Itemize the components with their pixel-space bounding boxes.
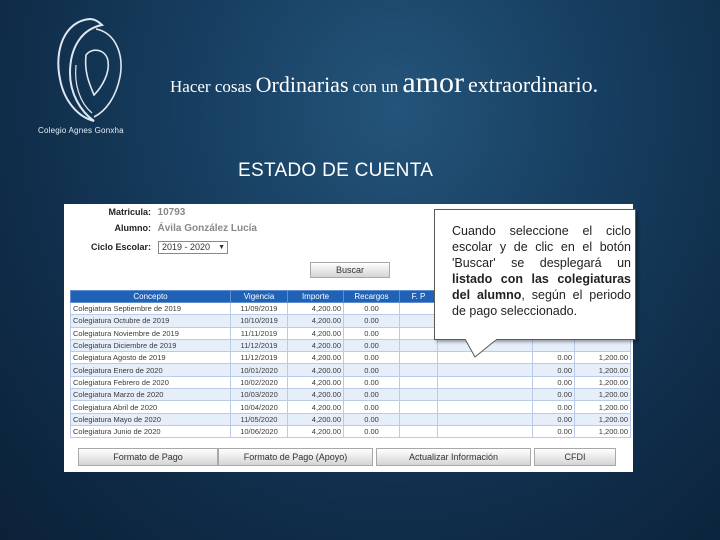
table-cell: 1,200.00	[575, 352, 631, 364]
table-cell	[400, 425, 438, 437]
table-cell	[438, 413, 533, 425]
ciclo-escolar-select[interactable]	[158, 241, 228, 254]
table-cell	[438, 401, 533, 413]
table-cell	[575, 339, 631, 351]
table-cell: 4,200.00	[288, 364, 344, 376]
table-cell: 0.00	[344, 364, 400, 376]
column-header: Importe	[288, 291, 344, 303]
formato-pago-button[interactable]: Formato de Pago	[78, 448, 218, 466]
page-title: ESTADO DE CUENTA	[238, 160, 434, 181]
column-header: F. P	[400, 291, 438, 303]
table-row	[71, 376, 631, 388]
table-cell: 4,200.00	[288, 339, 344, 351]
table-cell: 1,200.00	[575, 376, 631, 388]
table-cell: Colegiatura Noviembre de 2019	[71, 327, 231, 339]
slogan-part-5: extraordinario.	[467, 72, 599, 97]
formato-pago-apoyo-button[interactable]: Formato de Pago (Apoyo)	[218, 448, 373, 466]
table-cell: 0.00	[344, 315, 400, 327]
table-cell: 0.00	[533, 352, 575, 364]
table-cell	[533, 339, 575, 351]
table-cell	[400, 389, 438, 401]
table-cell	[438, 389, 533, 401]
matricula-value: 10793	[157, 207, 186, 218]
school-name: Colegio Agnes Gonxha	[38, 126, 124, 135]
table-cell: Colegiatura Mayo de 2020	[71, 413, 231, 425]
callout-bold-text: listado con las colegiaturas del alumno	[452, 272, 631, 302]
table-cell: Colegiatura Octubre de 2019	[71, 315, 231, 327]
slogan	[170, 66, 598, 100]
table-cell: 0.00	[344, 389, 400, 401]
column-header: Vigencia	[231, 291, 288, 303]
buscar-button[interactable]: Buscar	[310, 262, 390, 278]
column-header: Recargos	[344, 291, 400, 303]
table-cell: 0.00	[533, 376, 575, 388]
callout-text-2: , según el periodo de pago seleccionado.	[452, 288, 631, 318]
instruction-callout	[434, 209, 636, 340]
matricula-row	[64, 207, 185, 218]
table-cell: 11/05/2020	[231, 413, 288, 425]
matricula-label: Matricula:	[108, 207, 151, 217]
table-cell: 4,200.00	[288, 376, 344, 388]
table-cell: 1,200.00	[575, 413, 631, 425]
table-cell: 4,200.00	[288, 389, 344, 401]
slogan-part-1: Hacer cosas	[170, 77, 252, 96]
slogan-part-2: Ordinarias	[255, 72, 349, 97]
callout-text-1: Cuando seleccione el ciclo escolar y de clic en el botón 'Buscar' se desplegará un	[452, 224, 631, 270]
table-cell: 4,200.00	[288, 352, 344, 364]
table-row	[71, 425, 631, 437]
table-cell: 0.00	[344, 413, 400, 425]
table-cell: 11/11/2019	[231, 327, 288, 339]
callout-tail-icon	[463, 339, 503, 359]
table-cell	[400, 315, 438, 327]
table-cell: 10/10/2019	[231, 315, 288, 327]
table-cell	[400, 303, 438, 315]
table-cell: Colegiatura Abril de 2020	[71, 401, 231, 413]
table-cell: 11/09/2019	[231, 303, 288, 315]
table-cell: 0.00	[344, 339, 400, 351]
table-cell: 1,200.00	[575, 364, 631, 376]
alumno-row	[64, 223, 257, 234]
slogan-part-4: amor	[402, 66, 464, 99]
ciclo-escolar-value: 2019 - 2020	[162, 242, 211, 252]
table-cell	[438, 376, 533, 388]
chevron-down-icon: ▼	[218, 244, 225, 251]
table-row	[71, 352, 631, 364]
table-cell: 0.00	[344, 425, 400, 437]
table-cell: 4,200.00	[288, 425, 344, 437]
table-cell: 0.00	[533, 389, 575, 401]
table-row	[71, 413, 631, 425]
table-cell: 4,200.00	[288, 401, 344, 413]
table-cell: Colegiatura Agosto de 2019	[71, 352, 231, 364]
table-cell: 1,200.00	[575, 389, 631, 401]
table-cell: Colegiatura Febrero de 2020	[71, 376, 231, 388]
table-row	[71, 401, 631, 413]
table-cell: 0.00	[344, 303, 400, 315]
table-cell: 10/06/2020	[231, 425, 288, 437]
table-cell: 1,200.00	[575, 425, 631, 437]
table-cell: 10/03/2020	[231, 389, 288, 401]
slogan-part-3: con un	[352, 77, 399, 96]
actualizar-informacion-button[interactable]: Actualizar Información	[376, 448, 531, 466]
table-cell: 4,200.00	[288, 327, 344, 339]
table-cell	[400, 364, 438, 376]
table-cell: Colegiatura Enero de 2020	[71, 364, 231, 376]
table-cell: 0.00	[533, 413, 575, 425]
table-cell: 10/01/2020	[231, 364, 288, 376]
table-cell: 4,200.00	[288, 413, 344, 425]
table-cell	[438, 425, 533, 437]
table-cell: 11/12/2019	[231, 339, 288, 351]
table-cell	[400, 376, 438, 388]
table-cell: 4,200.00	[288, 303, 344, 315]
table-cell: 10/04/2020	[231, 401, 288, 413]
table-cell: Colegiatura Junio de 2020	[71, 425, 231, 437]
table-cell: 0.00	[533, 425, 575, 437]
alumno-label: Alumno:	[114, 223, 151, 233]
table-cell: Colegiatura Septiembre de 2019	[71, 303, 231, 315]
table-cell: 0.00	[344, 352, 400, 364]
table-cell: Colegiatura Marzo de 2020	[71, 389, 231, 401]
table-cell	[400, 339, 438, 351]
table-cell: 4,200.00	[288, 315, 344, 327]
ciclo-row	[64, 242, 151, 252]
ciclo-label: Ciclo Escolar:	[90, 242, 151, 252]
table-cell: 0.00	[344, 401, 400, 413]
alumno-value: Ávila González Lucía	[157, 223, 257, 234]
table-cell: 0.00	[533, 364, 575, 376]
column-header: Concepto	[71, 291, 231, 303]
table-cell: 10/02/2020	[231, 376, 288, 388]
school-logo-icon	[50, 15, 130, 125]
table-cell: 11/12/2019	[231, 352, 288, 364]
table-row	[71, 364, 631, 376]
table-cell: 0.00	[344, 327, 400, 339]
table-cell: 0.00	[533, 401, 575, 413]
table-cell: 0.00	[344, 376, 400, 388]
table-cell	[438, 364, 533, 376]
table-row	[71, 339, 631, 351]
table-cell	[400, 401, 438, 413]
cfdi-button[interactable]: CFDI	[534, 448, 616, 466]
table-cell	[400, 413, 438, 425]
table-cell: Colegiatura Diciembre de 2019	[71, 339, 231, 351]
table-cell	[400, 352, 438, 364]
table-row	[71, 389, 631, 401]
table-cell: 1,200.00	[575, 401, 631, 413]
table-cell	[400, 327, 438, 339]
